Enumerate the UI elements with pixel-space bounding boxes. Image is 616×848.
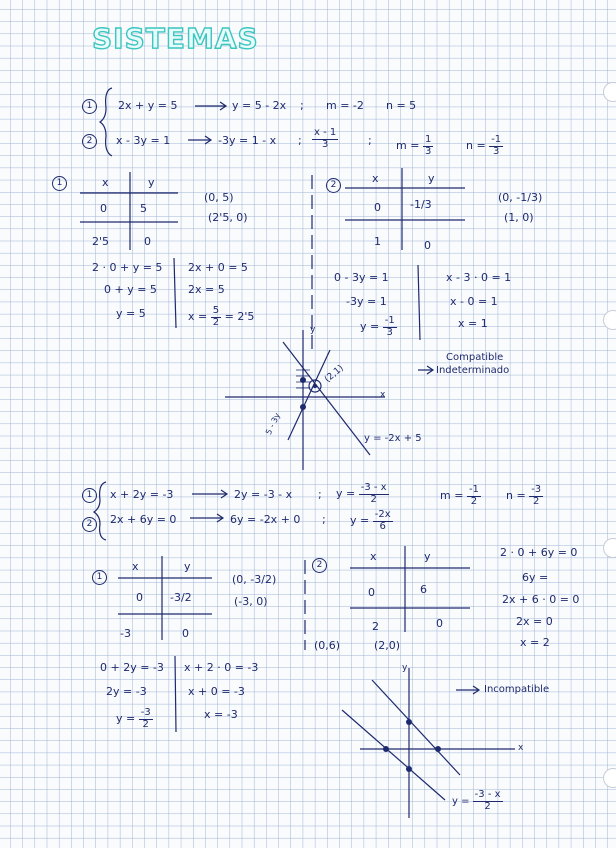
work-line: 2 · 0 + y = 5 <box>92 261 163 274</box>
table-cell: 2 <box>372 620 379 633</box>
line-2 <box>342 710 445 800</box>
arrow <box>190 514 223 522</box>
table-cell: 0 <box>374 201 381 214</box>
work-line: 2y = -3 <box>106 685 147 698</box>
line-1 <box>372 680 460 775</box>
line-label: 5 - 3y <box>264 411 282 437</box>
intercept-n: n = $\frac{-3}{2}$ <box>506 484 542 507</box>
work-line: x + 2 · 0 = -3 <box>184 661 259 674</box>
axis-label: y <box>310 325 316 335</box>
equation-1-solved: 2y = -3 - x <box>234 488 293 501</box>
work-line: -3y = 1 <box>346 295 387 308</box>
equation-number: 1 <box>82 99 97 114</box>
slope-m: m = $\frac{-1}{2}$ <box>440 484 479 507</box>
table-cell: 1 <box>374 235 381 248</box>
intercept-n: n = $\frac{-1}{3}$ <box>466 134 502 157</box>
table-cell: 0 <box>136 591 143 604</box>
table-cell: 5 <box>140 202 147 215</box>
classification-label: Incompatible <box>484 684 550 695</box>
point: (2,0) <box>374 639 401 652</box>
work-line: x = $\frac{5}{2}$ = 2'5 <box>188 305 255 328</box>
table-header: x <box>372 172 379 185</box>
classification-label: Compatible <box>446 352 504 363</box>
table-number: 1 <box>52 176 67 191</box>
work-line: x + 0 = -3 <box>188 685 245 698</box>
semicolon: ; <box>298 134 302 147</box>
work-line: 2x = 5 <box>188 283 225 296</box>
work-line: 2 · 0 + 6y = 0 <box>500 546 578 559</box>
semicolon: ; <box>322 513 326 526</box>
work-line: x = 2 <box>520 636 550 649</box>
equation-1-solved: y = 5 - 2x <box>232 99 287 112</box>
table-cell: -3 <box>120 627 131 640</box>
intersection-label: (2,1) <box>322 363 346 385</box>
arrow <box>188 136 211 144</box>
work-line: 6y = <box>522 571 549 584</box>
table-cell: 0 <box>424 239 431 252</box>
page-title: SISTEMAS <box>92 22 259 55</box>
work-line: 0 - 3y = 1 <box>334 271 389 284</box>
line-label: y = $\frac{-3 - x}{2}$ <box>452 789 501 812</box>
work-line: x - 3 · 0 = 1 <box>446 271 512 284</box>
point: (1, 0) <box>504 211 534 224</box>
point: (0, -1/3) <box>498 191 543 204</box>
point: (0,6) <box>314 639 341 652</box>
semicolon: ; <box>318 488 322 501</box>
table-header: x <box>370 550 377 563</box>
equation-1: x + 2y = -3 <box>110 488 174 501</box>
slope-m: m = -2 <box>326 99 364 112</box>
work-line: y = $\frac{-1}{3}$ <box>360 315 395 338</box>
equation-2-solved: 6y = -2x + 0 <box>230 513 301 526</box>
axis-label: x <box>518 743 524 753</box>
point: (2'5, 0) <box>208 211 248 224</box>
table-cell: -3/2 <box>170 591 192 604</box>
axis-label: x <box>380 390 386 400</box>
table-cell: 6 <box>420 583 427 596</box>
work-line: x - 0 = 1 <box>450 295 498 308</box>
arrow <box>195 102 226 110</box>
equation-2: 2x + 6y = 0 <box>110 513 177 526</box>
fraction: $\frac{x - 1}{3}$ <box>314 127 337 150</box>
arrow <box>192 490 227 498</box>
table-cell: 0 <box>368 586 375 599</box>
line-1 <box>283 342 370 455</box>
table-cell: 2'5 <box>92 235 110 248</box>
line-label: y = -2x + 5 <box>364 433 422 444</box>
table-cell: -1/3 <box>410 198 432 211</box>
equation-2: x - 3y = 1 <box>116 134 171 147</box>
work-line: 2x + 0 = 5 <box>188 261 248 274</box>
equation-2-solved: -3y = 1 - x <box>218 134 277 147</box>
work-line: 0 + 2y = -3 <box>100 661 164 674</box>
slope-m: m = $\frac{1}{3}$ <box>396 134 432 157</box>
table-header: y <box>184 560 191 573</box>
table-header: x <box>102 176 109 189</box>
work-line: 2x = 0 <box>516 615 553 628</box>
arrow <box>456 686 479 694</box>
brace <box>100 88 112 156</box>
fraction: y = $\frac{-2x}{6}$ <box>350 509 391 532</box>
semicolon: ; <box>300 99 304 112</box>
equation-number: 2 <box>82 134 97 149</box>
table-cell: 0 <box>436 617 443 630</box>
point: (0, 5) <box>204 191 234 204</box>
arrow <box>418 366 433 374</box>
table-cell: 0 <box>144 235 151 248</box>
table-number: 1 <box>92 570 107 585</box>
point: (-3, 0) <box>234 595 268 608</box>
intercept-n: n = 5 <box>386 99 417 112</box>
table-number: 2 <box>312 558 327 573</box>
equation-number: 2 <box>82 517 97 532</box>
axis-label: y <box>402 663 408 673</box>
semicolon: ; <box>368 134 372 147</box>
work-line: 2x + 6 · 0 = 0 <box>502 593 580 606</box>
work-line: x = 1 <box>458 317 488 330</box>
table-header: y <box>428 172 435 185</box>
table-header: y <box>424 550 431 563</box>
table-cell: 0 <box>100 202 107 215</box>
table-cell: 0 <box>182 627 189 640</box>
fraction: y = $\frac{-3 - x}{2}$ <box>336 482 387 505</box>
work-line: y = $\frac{-3}{2}$ <box>116 707 151 730</box>
table-number: 2 <box>326 178 341 193</box>
point: (0, -3/2) <box>232 573 277 586</box>
equation-1: 2x + y = 5 <box>118 99 178 112</box>
classification-label: Indeterminado <box>436 365 510 376</box>
work-line: 0 + y = 5 <box>104 283 157 296</box>
equation-number: 1 <box>82 488 97 503</box>
table-header: y <box>148 176 155 189</box>
work-line: x = -3 <box>204 708 238 721</box>
work-line: y = 5 <box>116 307 146 320</box>
table-header: x <box>132 560 139 573</box>
